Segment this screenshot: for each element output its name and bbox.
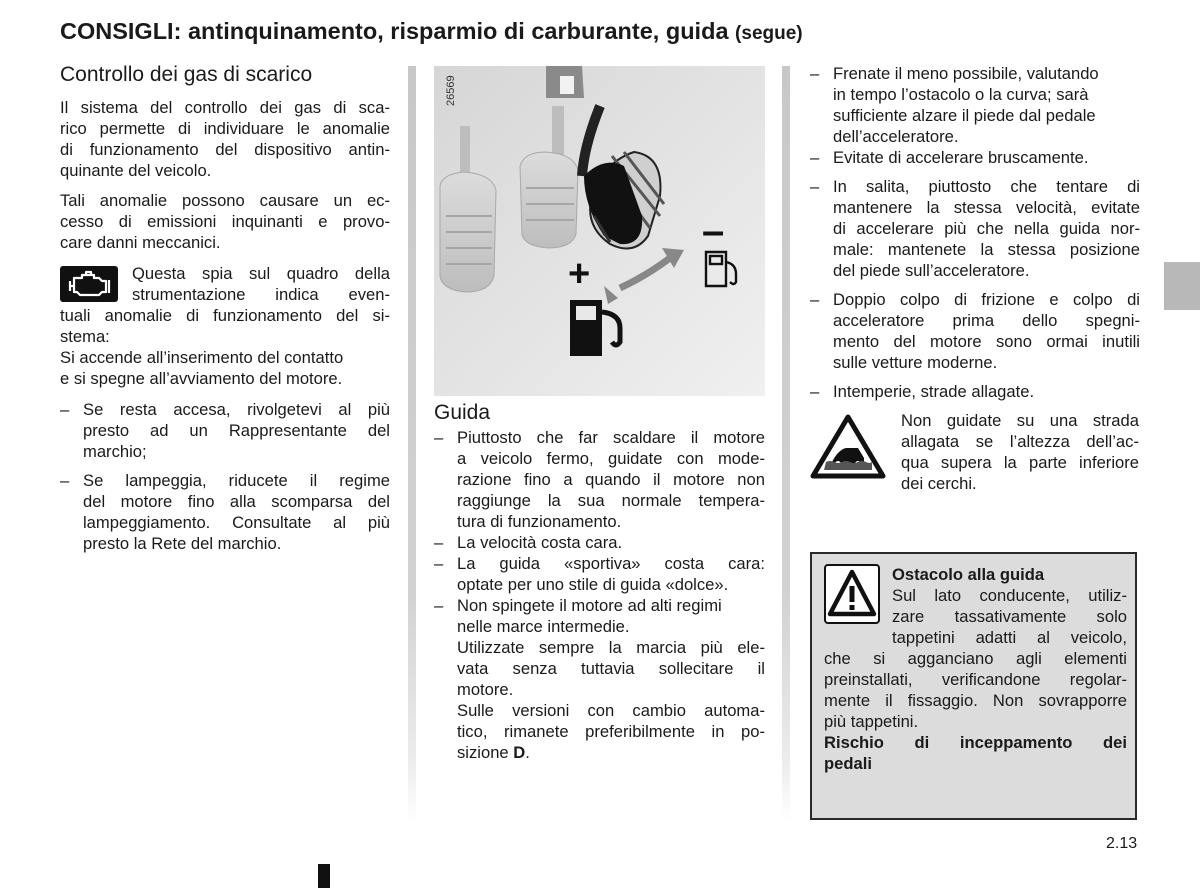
column-divider — [408, 66, 416, 822]
text-line: in tempo l’ostacolo o la curva; sarà — [833, 85, 1089, 104]
text-line: Se resta accesa, rivolgetevi al più — [83, 400, 390, 419]
text-line: di funzionamento del dispositivo antin- — [60, 140, 390, 159]
text-line: Piuttosto che far scaldare il motore — [457, 428, 765, 447]
text-line: Frenate il meno possibile, valutando — [833, 64, 1099, 83]
text-line: dell’acceleratore. — [833, 127, 959, 146]
dash-bullet: – — [434, 533, 444, 552]
guida-advice-list — [434, 427, 765, 763]
text-line: più tappetini. — [824, 712, 919, 731]
text-line: di accelerare più che nella guida nor- — [833, 219, 1140, 238]
text-line: Non guidate su una strada — [901, 411, 1139, 430]
exhaust-paragraph-1 — [60, 97, 390, 181]
pedals-illustration — [434, 66, 765, 396]
list-item — [60, 399, 390, 462]
text-line: care danni meccanici. — [60, 233, 221, 252]
text-line: Se lampeggia, riducete il regime — [83, 471, 390, 490]
title-main: CONSIGLI: antinquinamento, risparmio di carburante, guida — [60, 18, 729, 44]
text-line: sulle vetture moderne. — [833, 353, 998, 372]
dash-bullet: – — [810, 148, 820, 167]
text-line: cesso di emissioni inquinanti e provo- — [60, 212, 390, 231]
text-line: mantenere la stessa velocità, evitate — [833, 198, 1140, 217]
warning-box — [810, 552, 1137, 820]
risk-line: Rischio di inceppamento dei — [824, 733, 1127, 752]
text-line: Utilizzate sempre la marcia più ele- — [457, 638, 765, 657]
text-line: a veicolo fermo, guidate con mode- — [457, 449, 765, 468]
text-line: Intemperie, strade allagate. — [833, 382, 1035, 401]
exhaust-paragraph-2 — [60, 190, 390, 253]
dash-bullet: – — [434, 428, 444, 447]
list-item — [434, 427, 765, 532]
page-marker — [318, 864, 330, 888]
text-line: vata senza tuttavia sollecitare il — [457, 659, 765, 678]
text-line: qua supera la parte inferiore — [901, 453, 1139, 472]
dash-bullet: – — [60, 471, 70, 490]
page-title — [60, 18, 803, 45]
dash-bullet: – — [810, 177, 820, 196]
section-heading-guida: Guida — [434, 401, 491, 424]
text-line: raggiunge la sua normale tempera- — [457, 491, 765, 510]
list-item — [434, 553, 765, 595]
text-line: mente il fissaggio. Non sovrapporre — [824, 691, 1127, 710]
list-item — [810, 63, 1140, 147]
text-line: quinante del veicolo. — [60, 161, 212, 180]
dash-bullet: – — [810, 290, 820, 309]
lamp-description-continued — [60, 305, 390, 389]
text-line: del motore fino alla scomparsa del — [83, 492, 390, 511]
flooded-road-warning-icon — [810, 414, 886, 480]
risk-line: pedali — [824, 754, 872, 773]
text-fragment: sizione — [457, 743, 514, 762]
text-line: presto ad un Rappresentante del — [83, 421, 390, 440]
minus-sign: – — [702, 209, 725, 253]
text-line: che si agganciano agli elementi — [824, 649, 1127, 668]
text-line: La velocità costa cara. — [457, 533, 623, 552]
text-line: sufficiente alzare il piede dal pedale — [833, 106, 1096, 125]
text-line: strumentazione indica even- — [132, 285, 390, 304]
text-line: nelle marce intermedie. — [457, 617, 630, 636]
text-line: Si accende all’inserimento del contatto — [60, 348, 344, 367]
text-line: La guida «sportiva» costa cara: — [457, 554, 765, 573]
text-line: optate per uno stile di guida «dolce». — [457, 575, 729, 594]
text-line — [457, 742, 765, 763]
text-line: rico permette di individuare le anomalie — [60, 119, 390, 138]
warning-header-text — [892, 564, 1127, 648]
plus-sign: + — [568, 253, 591, 295]
text-line: marchio; — [83, 442, 147, 461]
text-line: Tali anomalie possono causare un ec- — [60, 191, 390, 210]
text-line: allagata se l’altezza dell’ac- — [901, 432, 1139, 451]
flood-warning-text — [901, 410, 1139, 494]
text-line: dei cerchi. — [901, 474, 977, 493]
text-line: tico, rimanete preferibilmente in po- — [457, 722, 765, 741]
exhaust-advice-list — [60, 399, 390, 554]
lamp-description — [132, 263, 390, 305]
text-line: Evitate di accelerare bruscamente. — [833, 148, 1089, 167]
list-item — [810, 176, 1140, 281]
text-line: zare tassativamente solo — [892, 607, 1127, 626]
column-divider — [782, 66, 790, 822]
text-line: razione fino a quando il motore non — [457, 470, 765, 489]
list-item — [434, 595, 765, 763]
text-line: Sulle versioni con cambio automa- — [457, 701, 765, 720]
title-suffix: (segue) — [735, 23, 803, 44]
text-line: lampeggiamento. Consultate al più — [83, 513, 390, 532]
dash-bullet: – — [434, 554, 444, 573]
text-line: In salita, piuttosto che tentare di — [833, 177, 1140, 196]
text-line: presto la Rete del marchio. — [83, 534, 282, 553]
text-line: stema: — [60, 327, 110, 346]
list-item — [810, 289, 1140, 373]
fuel-advice-list — [810, 63, 1140, 402]
text-line: male: mantenete la stessa posizione — [833, 240, 1140, 259]
text-line: e si spegne all’avviamento del motore. — [60, 369, 343, 388]
text-line: tura di funzionamento. — [457, 512, 622, 531]
dash-bullet: – — [434, 596, 444, 615]
text-line: acceleratore prima dello spegni- — [833, 311, 1140, 330]
list-item — [810, 381, 1140, 402]
text-line: Il sistema del controllo dei gas di sca- — [60, 98, 390, 117]
list-item — [810, 147, 1140, 168]
text-line: del piede sull’acceleratore. — [833, 261, 1030, 280]
text-line: mento del motore sono ormai inutili — [833, 332, 1140, 351]
text-line: Non spingete il motore ad alti regimi — [457, 596, 722, 615]
text-line: tappetini adatti al veicolo, — [892, 628, 1127, 647]
page-number: 2.13 — [1106, 835, 1138, 852]
dash-bullet: – — [810, 64, 820, 83]
dash-bullet: – — [810, 382, 820, 401]
chapter-tab — [1164, 262, 1200, 310]
text-line: motore. — [457, 680, 514, 699]
text-line: Doppio colpo di frizione e colpo di — [833, 290, 1140, 309]
warning-body-text — [824, 648, 1127, 774]
engine-warning-icon — [60, 266, 118, 302]
warning-title: Ostacolo alla guida — [892, 565, 1045, 584]
text-line: Sul lato conducente, utiliz- — [892, 586, 1127, 605]
list-item — [60, 470, 390, 554]
text-fragment: . — [525, 743, 530, 762]
text-line: preinstallati, verificandone regolar- — [824, 670, 1127, 689]
list-item — [434, 532, 765, 553]
figure-code: 26569 — [445, 75, 457, 106]
text-line: Questa spia sul quadro della — [132, 264, 390, 283]
warning-triangle-icon — [824, 564, 880, 624]
section-heading-exhaust: Controllo dei gas di scarico — [60, 63, 313, 86]
dash-bullet: – — [60, 400, 70, 419]
gear-position-d: D — [513, 743, 526, 762]
text-line: tuali anomalie di funzionamento del si- — [60, 306, 390, 325]
